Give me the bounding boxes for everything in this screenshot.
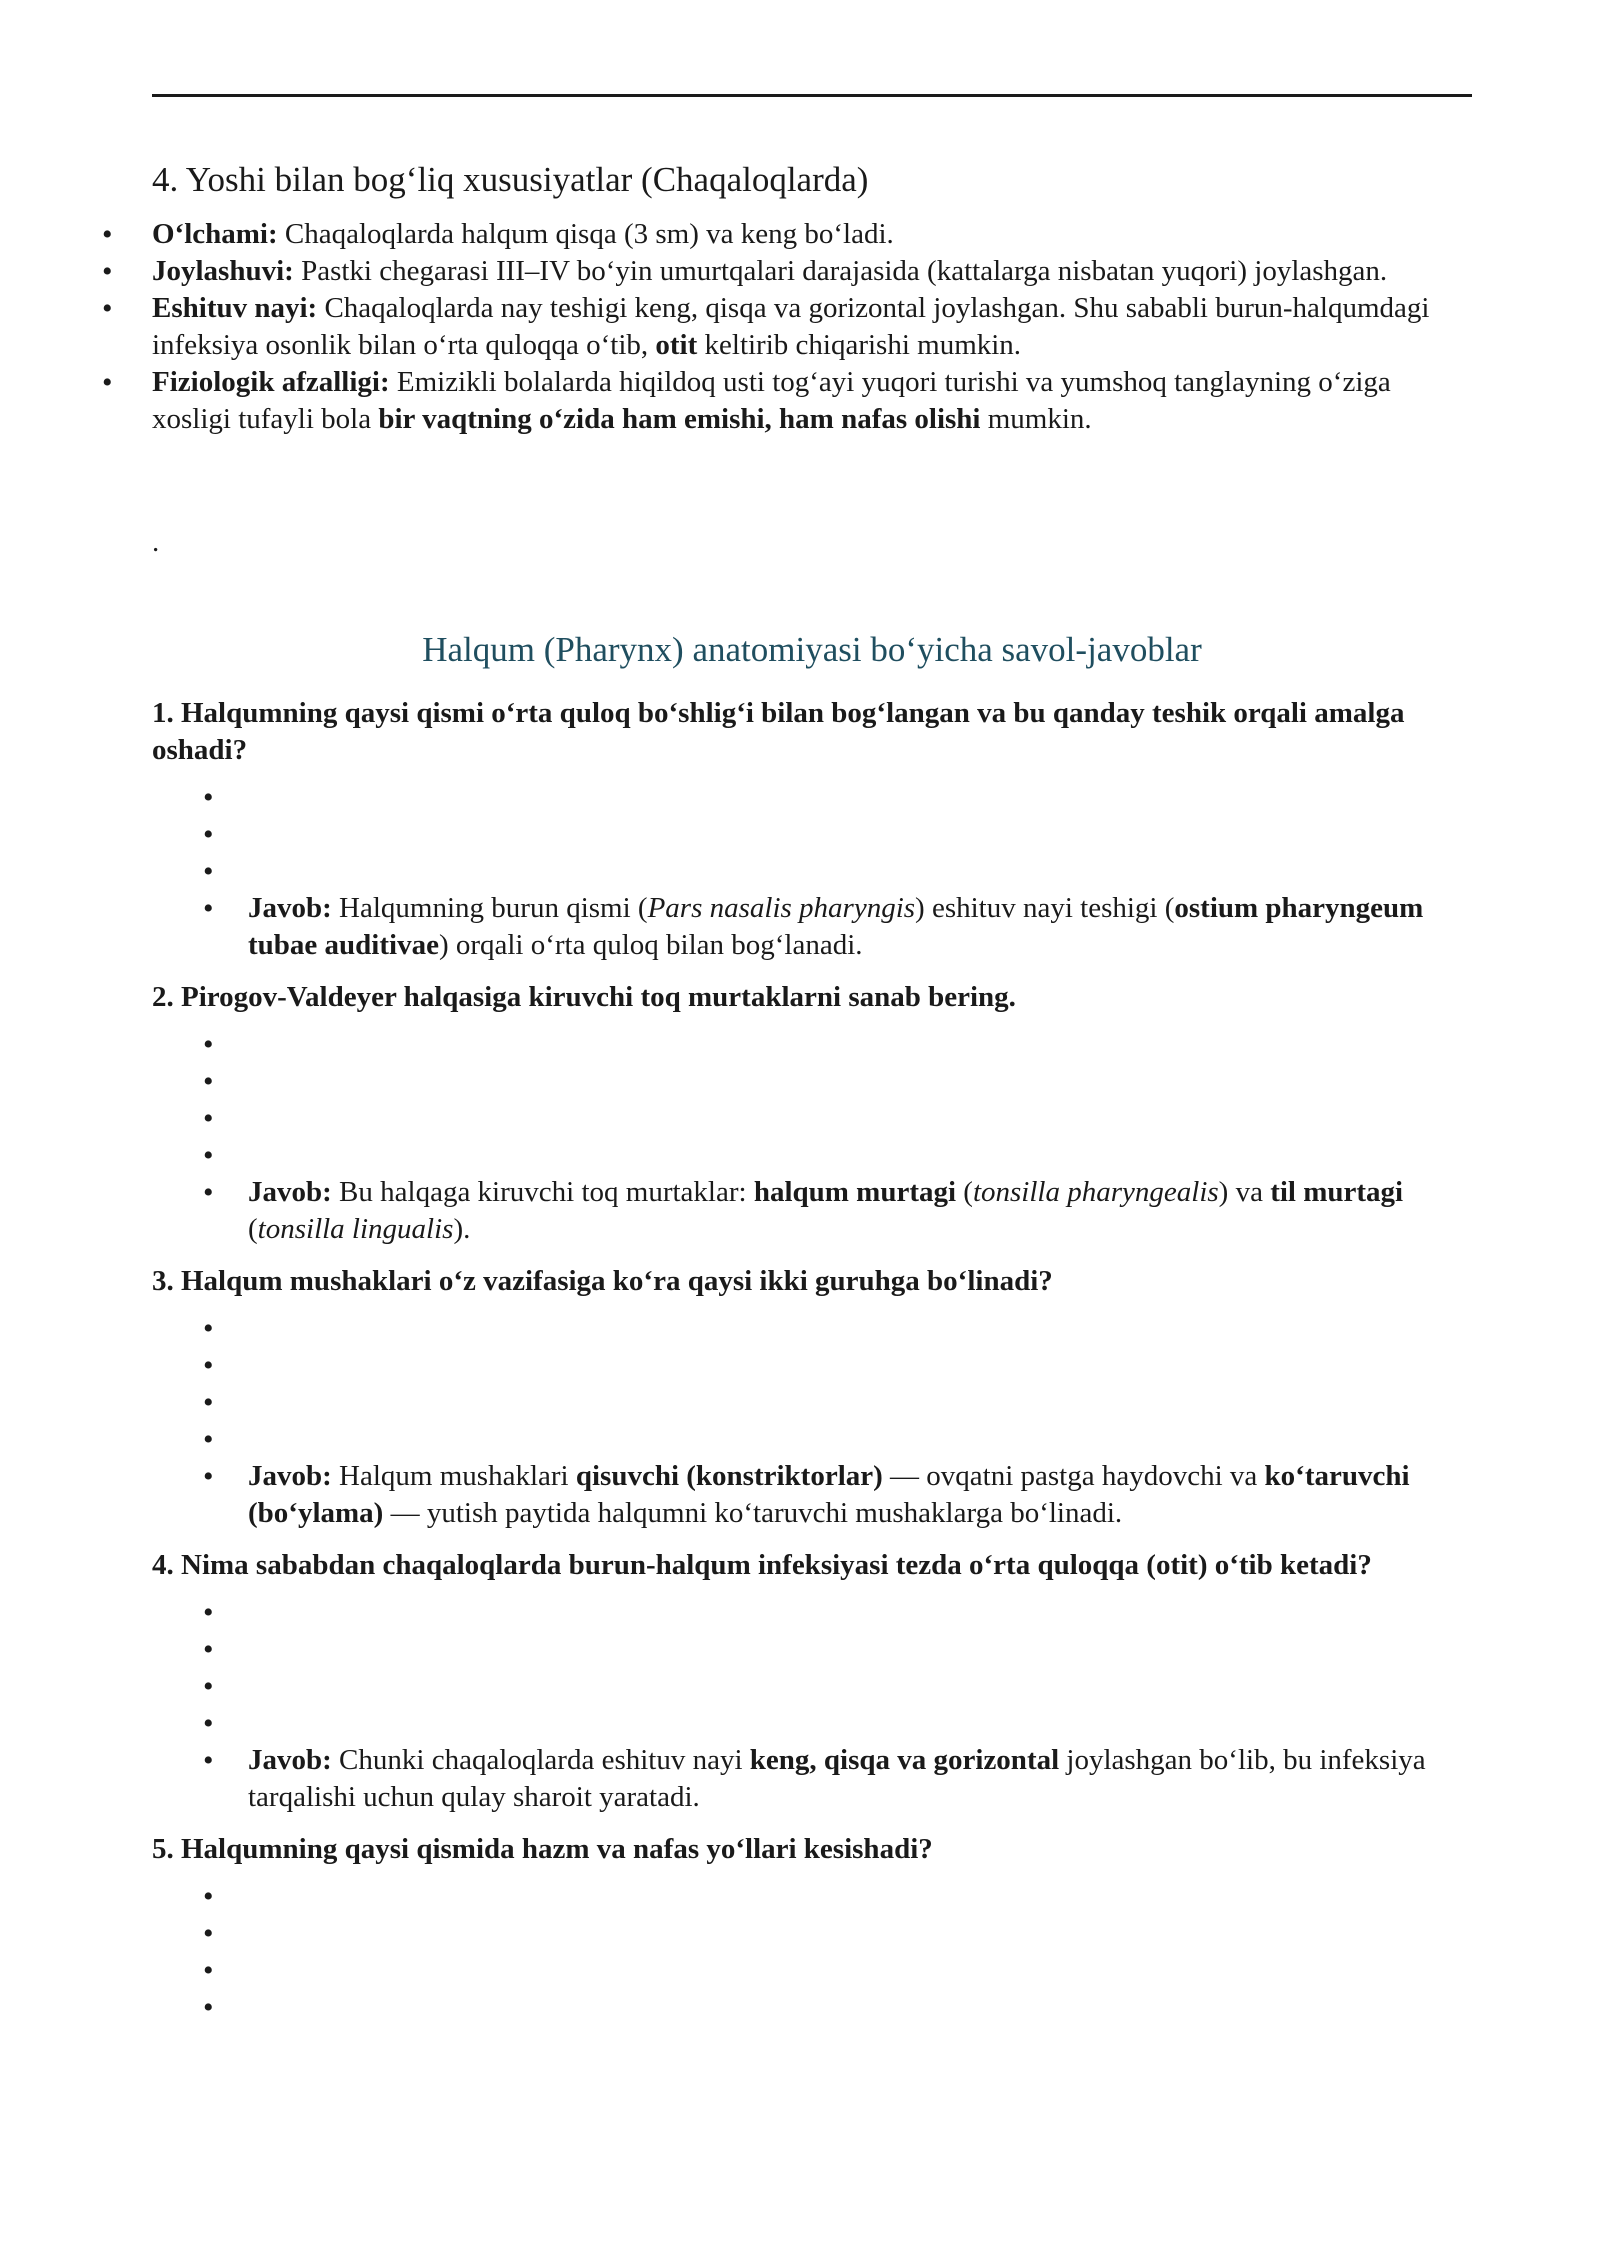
empty-bullet: [248, 1421, 1472, 1458]
item-text: mumkin.: [980, 403, 1092, 435]
item-text: keltirib chiqarishi mumkin.: [697, 329, 1022, 361]
empty-bullet: [248, 816, 1472, 853]
item-text: Chaqaloqlarda halqum qisqa (3 sm) va keng bo‘ladi.: [277, 218, 894, 250]
answer-text: ) eshituv nayi teshigi (: [915, 892, 1175, 924]
answer-label: Javob:: [248, 892, 332, 924]
answer: [248, 890, 1472, 964]
empty-bullet: [248, 779, 1472, 816]
answer-bold: qisuvchi (konstriktorlar): [575, 1460, 883, 1492]
empty-bullet: [248, 1989, 1472, 2026]
answer-text: Halqumning burun qismi (: [331, 892, 648, 924]
answer-list: [152, 1594, 1472, 1816]
answer-list: [152, 1310, 1472, 1532]
empty-bullet: [248, 1915, 1472, 1952]
item-term: Joylashuvi:: [152, 255, 294, 287]
answer-list: [152, 1026, 1472, 1248]
answer-bold: keng, qisqa va gorizontal: [749, 1744, 1060, 1776]
answer-text: — ovqatni pastga haydovchi va: [882, 1460, 1265, 1492]
empty-bullet: [248, 1347, 1472, 1384]
empty-bullet: [248, 1026, 1472, 1063]
answer-text: Halqum mushaklari: [331, 1460, 576, 1492]
item-term: Fiziologik afzalligi:: [152, 366, 390, 398]
list-item: [152, 364, 1472, 438]
answer-text: Chunki chaqaloqlarda eshituv nayi: [331, 1744, 750, 1776]
answer-italic: Pars nasalis pharyngis: [647, 892, 916, 924]
answer: [248, 1742, 1472, 1816]
answer-list: [152, 1878, 1472, 2026]
answer-label: Javob:: [248, 1460, 332, 1492]
item-term: O‘lchami:: [152, 218, 278, 250]
answer-list: [152, 779, 1472, 964]
empty-bullet: [248, 1100, 1472, 1137]
answer-bold: ko‘taruvchi (bo‘ylama): [248, 1460, 1410, 1529]
answer-bold: til murtagi: [1270, 1176, 1404, 1208]
answer-label: Javob:: [248, 1176, 332, 1208]
answer-text: ) orqali o‘rta quloq bilan bog‘lanadi.: [438, 929, 863, 961]
answer-bold: ostium pharyngeum tubae auditivae: [248, 892, 1424, 961]
question: 5. Halqumning qaysi qismida hazm va nafas yo‘llari kesishadi?: [152, 1833, 933, 1865]
answer-bold: halqum murtagi: [753, 1176, 957, 1208]
question: 2. Pirogov-Valdeyer halqasiga kiruvchi toq murtaklarni sanab bering.: [152, 981, 1016, 1013]
item-bold: otit: [655, 329, 698, 361]
empty-bullet: [248, 1384, 1472, 1421]
answer-text: ) va: [1218, 1176, 1271, 1208]
answer-text: ).: [453, 1213, 471, 1245]
answer-text: (: [956, 1176, 973, 1208]
answer-text: Bu halqaga kiruvchi toq murtaklar:: [331, 1176, 754, 1208]
item-text: Chaqaloqlarda nay teshigi keng, qisqa va gorizontal joylashgan. Shu sababli burun-halqumdagi infeksiya osonlik bilan o‘rta quloqqa o‘tib,: [152, 292, 1430, 361]
answer-text: joylashgan bo‘lib, bu infeksiya tarqalishi uchun qulay sharoit yaratadi.: [248, 1744, 1426, 1813]
answer-text: — yutish paytida halqumni ko‘taruvchi mushaklarga bo‘linadi.: [383, 1497, 1123, 1529]
list-item: [152, 216, 1472, 253]
separator-dot: .: [152, 526, 160, 558]
list-item: [152, 290, 1472, 364]
answer-italic: tonsilla pharyngealis: [972, 1176, 1219, 1208]
empty-bullet: [248, 1705, 1472, 1742]
list-item: [152, 253, 1472, 290]
qa-title: Halqum (Pharynx) anatomiyasi bo‘yicha savol-javoblar: [422, 630, 1202, 669]
answer-text: (: [248, 1213, 258, 1245]
question: 1. Halqumning qaysi qismi o‘rta quloq bo‘shlig‘i bilan bog‘langan va bu qanday teshik orqali amalga oshadi?: [152, 697, 1405, 766]
empty-bullet: [248, 1878, 1472, 1915]
empty-bullet: [248, 1310, 1472, 1347]
section-title: 4. Yoshi bilan bog‘liq xususiyatlar (Chaqaloqlarda): [152, 160, 869, 199]
empty-bullet: [248, 853, 1472, 890]
answer: [248, 1458, 1472, 1532]
empty-bullet: [248, 1594, 1472, 1631]
empty-bullet: [248, 1137, 1472, 1174]
empty-bullet: [248, 1952, 1472, 1989]
empty-bullet: [248, 1063, 1472, 1100]
question: 4. Nima sababdan chaqaloqlarda burun-halqum infeksiyasi tezda o‘rta quloqqa (otit) o‘tib ketadi?: [152, 1549, 1372, 1581]
answer-label: Javob:: [248, 1744, 332, 1776]
empty-bullet: [248, 1631, 1472, 1668]
item-bold: bir vaqtning o‘zida ham emishi, ham nafas olishi: [378, 403, 981, 435]
item-term: Eshituv nayi:: [152, 292, 318, 324]
empty-bullet: [248, 1668, 1472, 1705]
answer: [248, 1174, 1472, 1248]
document-body: [152, 158, 1472, 2026]
header-rule: [152, 94, 1472, 97]
item-text: Emizikli bolalarda hiqildoq usti tog‘ayi yuqori turishi va yumshoq tanglayning o‘ziga xosligi tufayli bola: [152, 366, 1391, 435]
feature-list: [152, 216, 1472, 438]
question: 3. Halqum mushaklari o‘z vazifasiga ko‘ra qaysi ikki guruhga bo‘linadi?: [152, 1265, 1053, 1297]
answer-italic: tonsilla lingualis: [257, 1213, 454, 1245]
item-text: Pastki chegarasi III–IV bo‘yin umurtqalari darajasida (kattalarga nisbatan yuqori) joylashgan.: [293, 255, 1388, 287]
